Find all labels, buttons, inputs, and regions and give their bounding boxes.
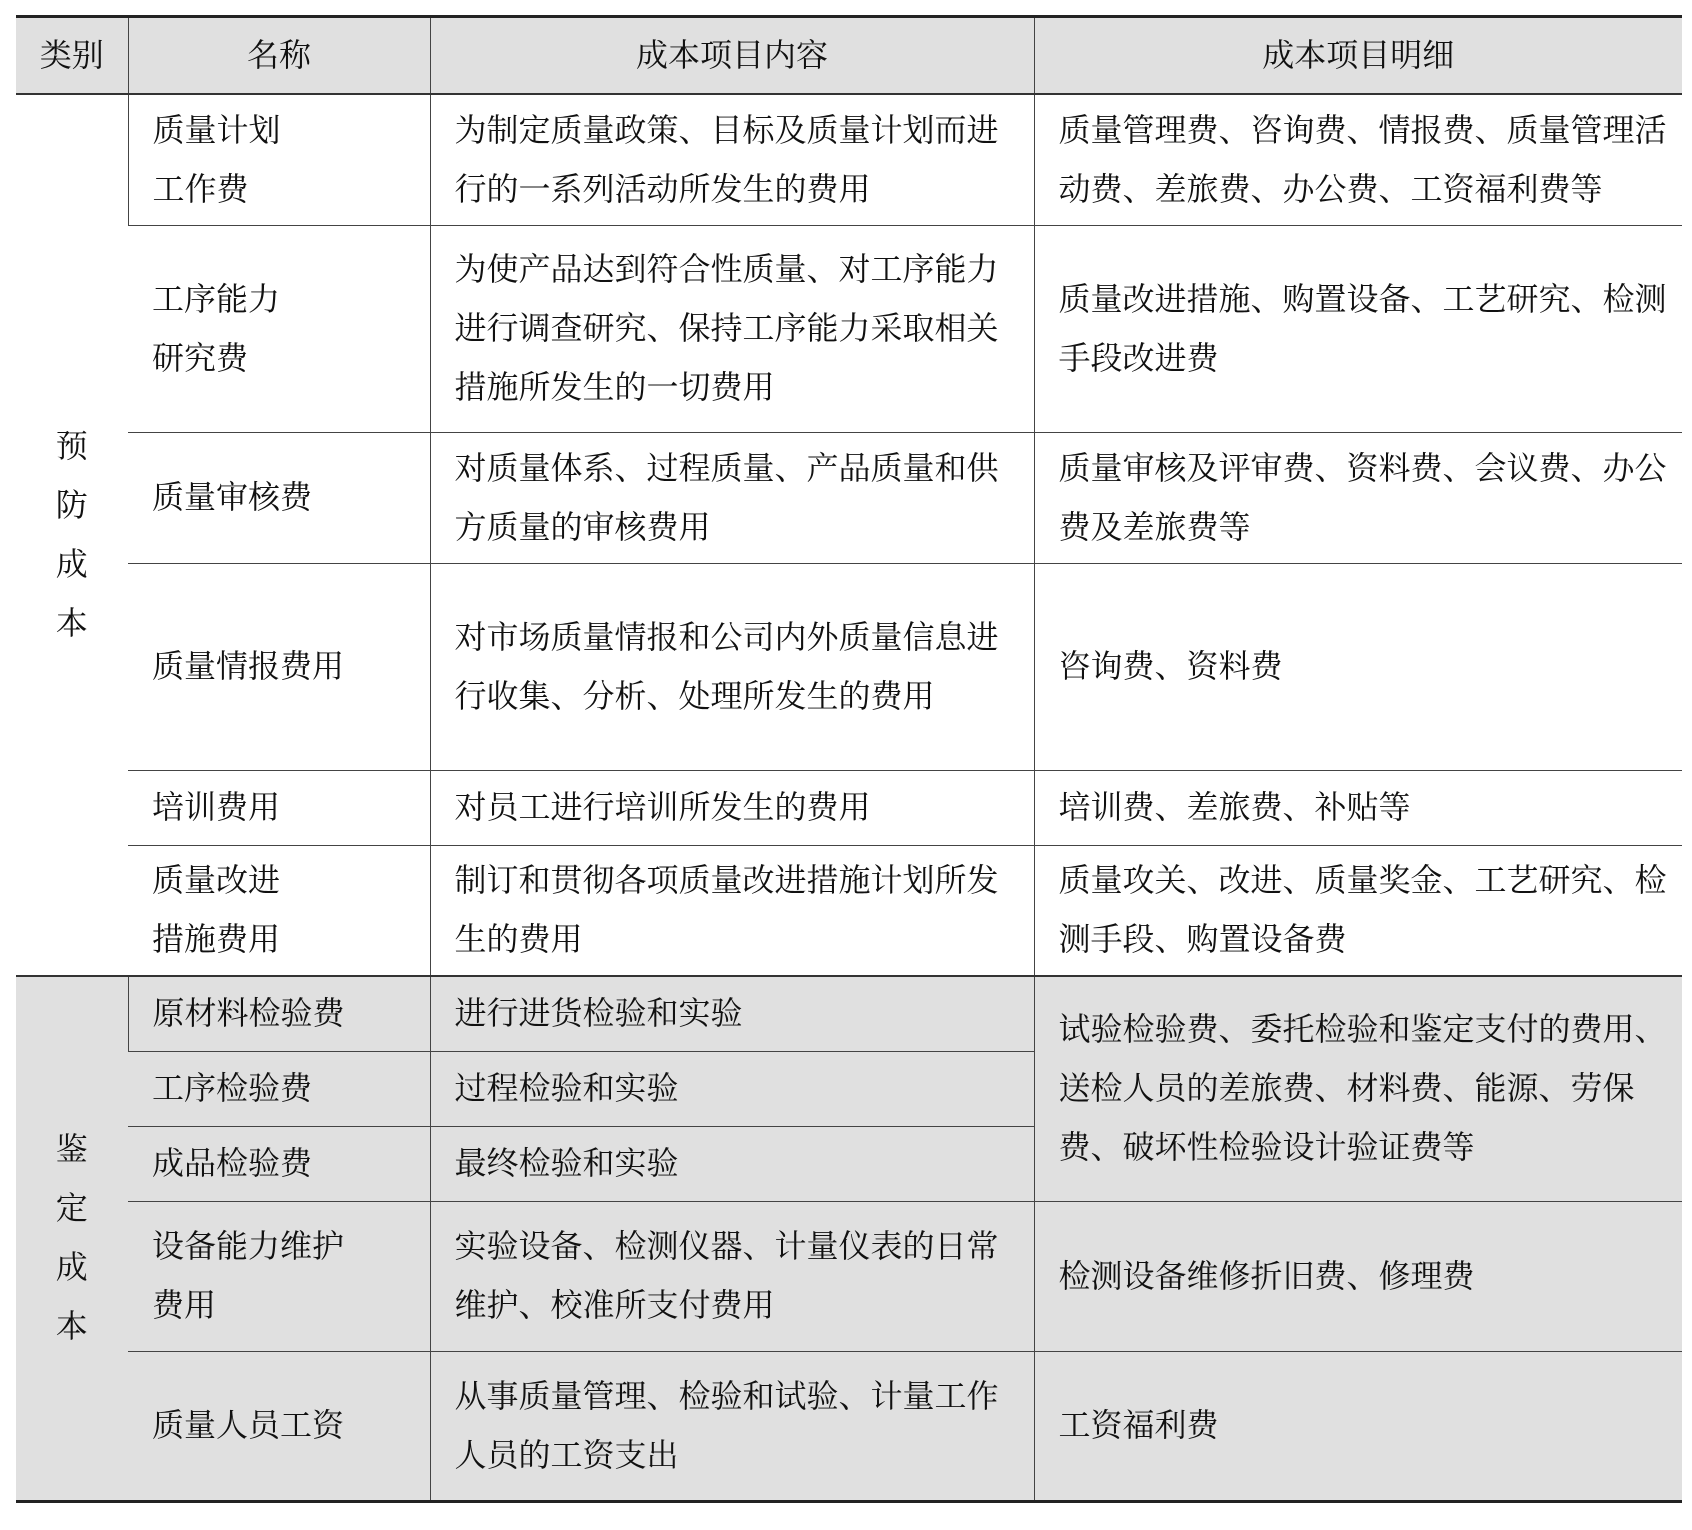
category-cell-prevention [16,94,128,976]
header-category: 类别 [16,17,128,95]
category-label: 鉴定成本 [55,1130,88,1346]
table-row [16,770,1682,845]
item-content: 制订和贯彻各项质量改进措施计划所发生的费用 [430,845,1034,976]
table-row [16,432,1682,563]
category-cell-appraisal [16,976,128,1501]
item-content: 从事质量管理、检验和试验、计量工作人员的工资支出 [430,1351,1034,1501]
item-detail: 质量攻关、改进、质量奖金、工艺研究、检测手段、购置设备费 [1034,845,1682,976]
table-row [16,1351,1682,1501]
cost-table [16,15,1682,1503]
item-content: 对员工进行培训所发生的费用 [430,770,1034,845]
item-name: 设备能力维护费用 [128,1201,430,1351]
item-name: 成品检验费 [128,1126,430,1201]
item-detail: 咨询费、资料费 [1034,563,1682,770]
item-name: 工序能力研究费 [128,225,430,432]
item-name: 质量情报费用 [128,563,430,770]
item-detail: 质量审核及评审费、资料费、会议费、办公费及差旅费等 [1034,432,1682,563]
table-row [16,1201,1682,1351]
table-row [16,845,1682,976]
item-name: 质量人员工资 [128,1351,430,1501]
item-detail: 培训费、差旅费、补贴等 [1034,770,1682,845]
item-detail: 质量改进措施、购置设备、工艺研究、检测手段改进费 [1034,225,1682,432]
item-name: 原材料检验费 [128,976,430,1051]
table-row [16,976,1682,1051]
item-content: 对质量体系、过程质量、产品质量和供方质量的审核费用 [430,432,1034,563]
table-row [16,225,1682,432]
item-name: 培训费用 [128,770,430,845]
table-row [16,563,1682,770]
item-detail: 质量管理费、咨询费、情报费、质量管理活动费、差旅费、办公费、工资福利费等 [1034,94,1682,225]
category-label: 预防成本 [55,427,88,642]
item-content: 为制定质量政策、目标及质量计划而进行的一系列活动所发生的费用 [430,94,1034,225]
item-name: 质量计划工作费 [128,94,430,225]
item-detail: 试验检验费、委托检验和鉴定支付的费用、送检人员的差旅费、材料费、能源、劳保费、破坏性检验设计验证费等 [1034,976,1682,1201]
item-name: 质量审核费 [128,432,430,563]
item-content: 过程检验和实验 [430,1051,1034,1126]
item-content: 对市场质量情报和公司内外质量信息进行收集、分析、处理所发生的费用 [430,563,1034,770]
header-content: 成本项目内容 [430,17,1034,95]
header-detail: 成本项目明细 [1034,17,1682,95]
item-detail: 工资福利费 [1034,1351,1682,1501]
header-name: 名称 [128,17,430,95]
item-content: 为使产品达到符合性质量、对工序能力进行调查研究、保持工序能力采取相关措施所发生的一切费用 [430,225,1034,432]
item-name: 质量改进措施费用 [128,845,430,976]
item-detail: 检测设备维修折旧费、修理费 [1034,1201,1682,1351]
item-content: 实验设备、检测仪器、计量仪表的日常维护、校准所支付费用 [430,1201,1034,1351]
table-row [16,94,1682,225]
item-content: 最终检验和实验 [430,1126,1034,1201]
header-row [16,17,1682,95]
item-content: 进行进货检验和实验 [430,976,1034,1051]
item-name: 工序检验费 [128,1051,430,1126]
